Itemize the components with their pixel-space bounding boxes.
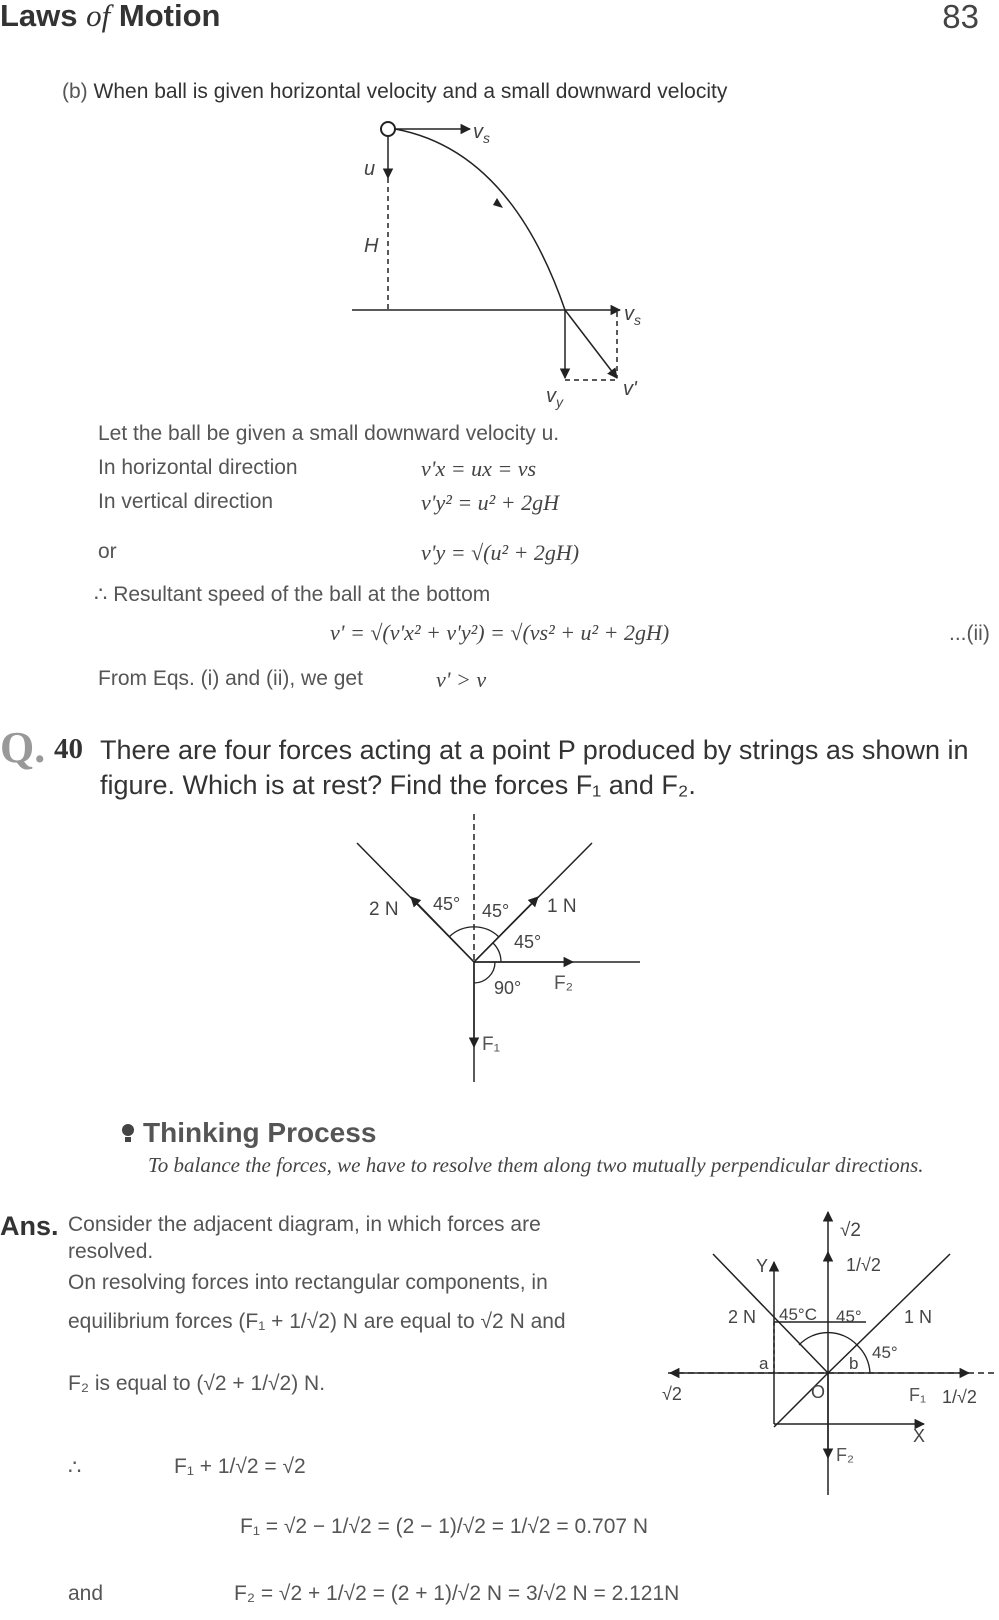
label-45-bottom: 45° <box>514 932 542 952</box>
vy-label: $v_y$ <box>546 385 563 410</box>
label-45-right: 45° <box>482 901 510 921</box>
lightbulb-icon <box>122 1124 134 1142</box>
label-2N: 2 N <box>369 899 399 920</box>
label-F2: F₂ <box>554 973 573 994</box>
horizontal-label: In horizontal direction <box>98 456 298 479</box>
title-word-end: Motion <box>118 0 221 33</box>
equation-tag: ...(ii) <box>949 622 990 645</box>
label-45: 45° <box>836 1307 862 1326</box>
answer-para-4: F₂ is equal to (√2 + 1/√2) N. <box>68 1372 326 1395</box>
resultant-equation: v' = √(v'x² + v'y²) = √(vs² + u² + 2gH) <box>330 620 670 645</box>
conclusion-label: From Eqs. (i) and (ii), we get <box>98 667 363 690</box>
answer-para-1: Consider the adjacent diagram, in which forces are <box>68 1213 541 1236</box>
label-inv-sqrt2-right: 1/√2 <box>942 1387 977 1407</box>
label-sqrt2-top: √2 <box>840 1220 861 1241</box>
vertical-equation: v'y² = u² + 2gH <box>421 490 560 515</box>
equation-2: F₁ = √2 − 1/√2 = (2 − 1)/√2 = 1/√2 = 0.707 N <box>240 1515 649 1538</box>
label-O: O <box>811 1382 826 1402</box>
u-label: u <box>364 158 376 180</box>
question-text: There are four forces acting at a point P produced by strings as shown in figure. Which is at rest? Find the forces F₁ and F₂. <box>100 735 969 800</box>
projectile-figure <box>352 121 641 410</box>
title-of: of <box>86 0 111 33</box>
label-Y: Y <box>756 1256 769 1276</box>
label-F1: F₁ <box>909 1385 927 1405</box>
trajectory-curve <box>395 129 565 310</box>
thinking-title: Thinking Process <box>143 1117 377 1148</box>
question-number: 40 <box>54 733 83 765</box>
answer-para-1b: resolved. <box>68 1240 154 1263</box>
label-X: X <box>913 1426 926 1446</box>
part-heading-text: When ball is given horizontal velocity and a small downward velocity <box>93 80 728 103</box>
label-a: a <box>759 1354 769 1373</box>
equation-3: F₂ = √2 + 1/√2 = (2 + 1)/√2 N = 3/√2 N = 2.121N <box>234 1582 680 1605</box>
label-b: b <box>849 1354 859 1373</box>
part-label: (b) <box>62 80 88 103</box>
label-sqrt2-left: √2 <box>662 1384 682 1404</box>
question-marker: Q. <box>0 723 46 772</box>
label-1N: 1 N <box>547 896 577 917</box>
label-inv-sqrt2-top: 1/√2 <box>846 1255 881 1275</box>
derivation-line: Let the ball be given a small downward velocity u. <box>98 422 560 445</box>
page-number: 83 <box>942 0 979 35</box>
resultant-line: ∴ Resultant speed of the ball at the bottom <box>94 583 491 606</box>
vs-right-label: $v_s$ <box>624 303 641 328</box>
horizontal-equation: v'x = ux = vs <box>421 456 537 481</box>
label-45-b: 45° <box>872 1343 898 1362</box>
thinking-text: To balance the forces, we have to resolve them along two mutually perpendicular directions. <box>148 1153 924 1177</box>
equation-1: F₁ + 1/√2 = √2 <box>174 1455 306 1478</box>
label-F1: F₁ <box>482 1034 501 1055</box>
resolved-figure <box>662 1212 998 1495</box>
label-1N: 1 N <box>904 1307 933 1327</box>
angle-arc-right <box>493 943 501 962</box>
label-90: 90° <box>494 978 522 998</box>
vy-equation: v'y = √(u² + 2gH) <box>421 540 580 565</box>
title-word: Laws <box>0 0 78 33</box>
trajectory-arrow-icon <box>493 198 503 208</box>
H-label: H <box>364 235 379 257</box>
angle-arc-right <box>857 1345 870 1373</box>
label-45C: 45°C <box>779 1305 817 1324</box>
angle-arc-90 <box>474 962 495 983</box>
or-label: or <box>98 540 117 563</box>
and-label: and <box>68 1582 104 1605</box>
vs-top-label: $v_s$ <box>473 121 490 146</box>
therefore-symbol: ∴ <box>68 1456 82 1479</box>
vprime-arrow <box>565 310 617 378</box>
answer-label: Ans. <box>0 1211 59 1241</box>
ball-icon <box>381 122 395 136</box>
vertical-label: In vertical direction <box>98 490 274 513</box>
label-2N: 2 N <box>728 1307 757 1327</box>
label-F2: F₂ <box>836 1445 854 1465</box>
answer-para-2: On resolving forces into rectangular components, in <box>68 1271 548 1294</box>
answer-para-3: equilibrium forces (F₁ + 1/√2) N are equal to √2 N and <box>68 1310 566 1333</box>
forces-figure <box>357 814 640 1082</box>
conclusion-equation: v' > v <box>436 667 487 692</box>
vprime-label: v' <box>623 378 637 400</box>
label-45-left: 45° <box>433 894 461 914</box>
